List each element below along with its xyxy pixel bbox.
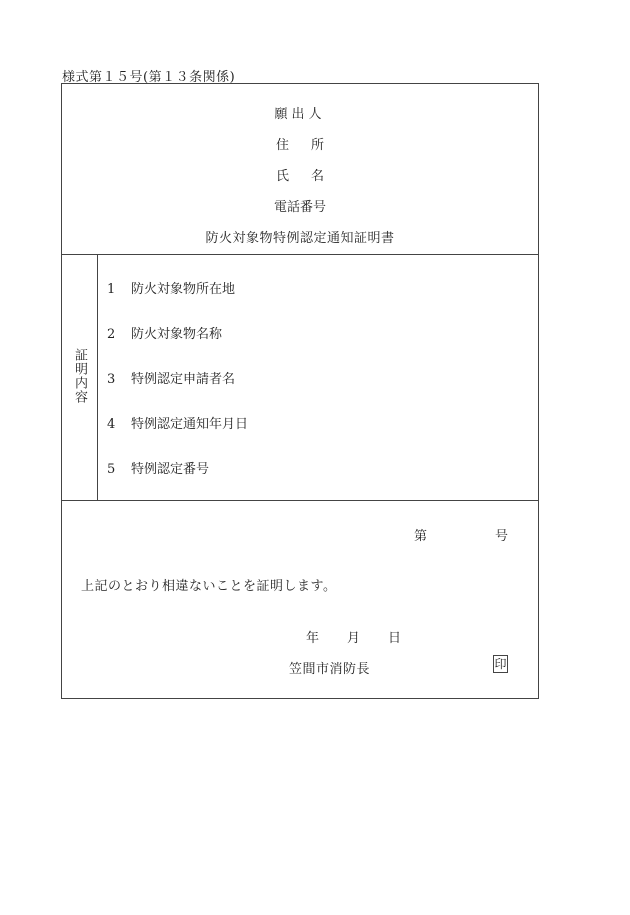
item-number: 3 (107, 372, 116, 387)
number-prefix: 第 (414, 529, 428, 544)
address-row (62, 134, 538, 153)
applicant-heading: 願出人 (274, 107, 326, 122)
date-month: 月 (347, 631, 361, 646)
address-label: 住所 (275, 138, 346, 153)
item-number: 4 (107, 417, 116, 432)
issuer-name: 笠間市消防長 (289, 662, 371, 677)
item-label: 特例認定番号 (131, 462, 210, 477)
certification-item (107, 413, 248, 432)
name-row (62, 165, 538, 184)
date-day: 日 (388, 631, 402, 646)
number-suffix: 号 (495, 529, 509, 544)
certification-side-cell (62, 254, 98, 500)
phone-row (62, 196, 538, 215)
form-box (61, 83, 539, 699)
certification-item (107, 278, 235, 297)
certification-item (107, 368, 235, 387)
item-label: 特例認定申請者名 (131, 372, 236, 387)
certification-section (62, 254, 538, 501)
document-title: 防火対象物特例認定通知証明書 (205, 231, 395, 246)
phone-label: 電話番号 (273, 200, 326, 215)
item-number: 1 (107, 282, 116, 297)
item-number: 5 (107, 462, 116, 477)
seal-box: 印 (494, 657, 507, 671)
item-label: 特例認定通知年月日 (131, 417, 249, 432)
certification-item (107, 458, 209, 477)
item-label: 防火対象物所在地 (131, 282, 236, 297)
name-label: 氏名 (275, 169, 346, 184)
form-label: 様式第１５号(第１３条関係) (62, 70, 236, 85)
certification-side-label: 証明内容 (72, 348, 87, 404)
issuance-section (62, 500, 538, 698)
item-number: 2 (107, 327, 116, 342)
item-label: 防火対象物名称 (131, 327, 223, 342)
certification-statement: 上記のとおり相違ないことを証明します。 (81, 579, 337, 594)
certification-item (107, 323, 222, 342)
applicant-section (62, 84, 538, 255)
date-year: 年 (306, 631, 320, 646)
